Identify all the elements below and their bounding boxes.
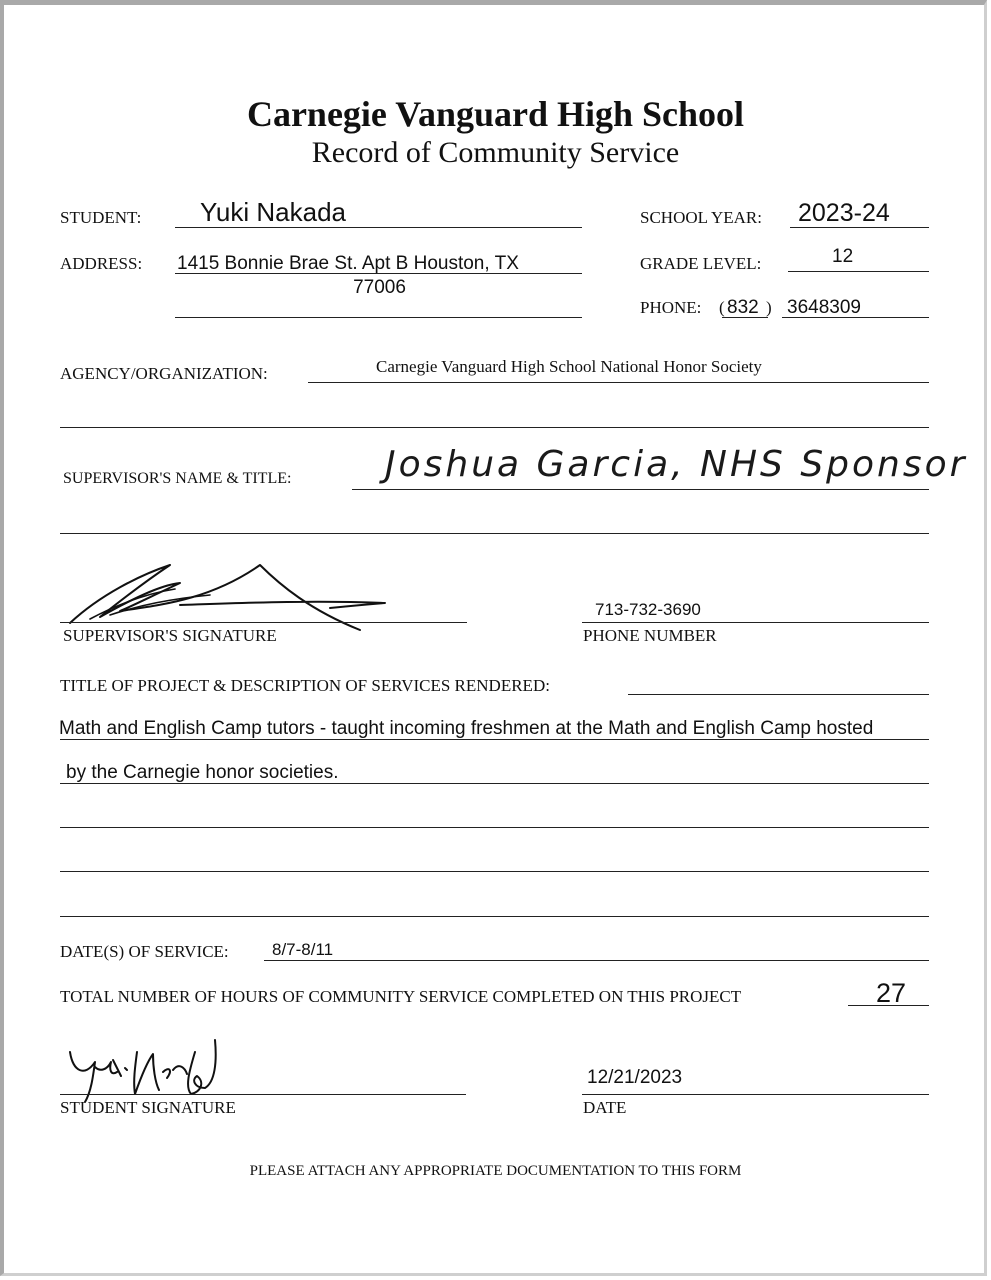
date-line bbox=[582, 1094, 929, 1095]
student-label: STUDENT: bbox=[60, 208, 142, 227]
school-year-label: SCHOOL YEAR: bbox=[640, 208, 762, 227]
supervisor-name-value[interactable]: Joshua Garcia, NHS Sponsor bbox=[385, 444, 968, 485]
supervisor-name-line2 bbox=[60, 533, 929, 534]
dates-of-service-value[interactable]: 8/7-8/11 bbox=[272, 940, 334, 959]
project-title-label: TITLE OF PROJECT & DESCRIPTION OF SERVICES RENDERED: bbox=[60, 676, 550, 695]
student-signature-line bbox=[60, 1094, 466, 1095]
address-line2 bbox=[175, 317, 582, 318]
supervisor-name-line bbox=[352, 489, 929, 490]
agency-value[interactable]: Carnegie Vanguard High School National Honor Society bbox=[376, 357, 762, 376]
school-name: Carnegie Vanguard High School bbox=[246, 94, 745, 134]
phone-area-line bbox=[722, 317, 768, 318]
phone-label: PHONE: bbox=[640, 298, 702, 317]
school-year-line bbox=[790, 227, 929, 228]
description-line2 bbox=[60, 783, 929, 784]
total-hours-line bbox=[848, 1005, 929, 1006]
phone-number-line bbox=[782, 317, 929, 318]
description-line1 bbox=[60, 739, 929, 740]
supervisor-phone-line bbox=[582, 622, 929, 623]
school-year-value[interactable]: 2023-24 bbox=[798, 199, 890, 227]
supervisor-phone-value[interactable]: 713-732-3690 bbox=[595, 600, 701, 619]
phone-area-value[interactable]: 832 bbox=[727, 297, 759, 318]
dates-of-service-label: DATE(S) OF SERVICE: bbox=[60, 942, 229, 961]
phone-number-value[interactable]: 3648309 bbox=[787, 297, 861, 318]
grade-level-value[interactable]: 12 bbox=[832, 246, 854, 267]
agency-line2 bbox=[60, 427, 929, 428]
address-label: ADDRESS: bbox=[60, 254, 143, 273]
address-line1-value[interactable]: 1415 Bonnie Brae St. Apt B Houston, TX bbox=[177, 253, 519, 274]
date-label: DATE bbox=[583, 1098, 627, 1117]
supervisor-signature-image bbox=[60, 555, 400, 635]
address-line1 bbox=[175, 273, 582, 274]
description-line2-value[interactable]: by the Carnegie honor societies. bbox=[66, 762, 339, 783]
supervisor-signature-label: SUPERVISOR'S SIGNATURE bbox=[63, 626, 277, 645]
student-line bbox=[175, 227, 582, 228]
dates-of-service-line bbox=[264, 960, 929, 961]
supervisor-name-label: SUPERVISOR'S NAME & TITLE: bbox=[63, 470, 292, 487]
student-signature-label: STUDENT SIGNATURE bbox=[60, 1098, 236, 1117]
description-line1-value[interactable]: Math and English Camp tutors - taught incoming freshmen at the Math and English Camp hosted bbox=[59, 718, 874, 739]
phone-paren-open: ( bbox=[719, 298, 725, 317]
total-hours-value[interactable]: 27 bbox=[876, 978, 907, 1008]
grade-level-label: GRADE LEVEL: bbox=[640, 254, 762, 273]
description-line3 bbox=[60, 827, 929, 828]
student-name-value[interactable]: Yuki Nakada bbox=[200, 197, 346, 227]
agency-label: AGENCY/ORGANIZATION: bbox=[60, 364, 268, 383]
date-value[interactable]: 12/21/2023 bbox=[587, 1067, 683, 1088]
address-line2-value[interactable]: 77006 bbox=[353, 277, 406, 298]
form-title: Record of Community Service bbox=[311, 136, 680, 169]
total-hours-label: TOTAL NUMBER OF HOURS OF COMMUNITY SERVICE COMPLETED ON THIS PROJECT bbox=[60, 987, 742, 1006]
footer-note: PLEASE ATTACH ANY APPROPRIATE DOCUMENTATION TO THIS FORM bbox=[249, 1163, 742, 1179]
agency-line bbox=[308, 382, 929, 383]
description-line4 bbox=[60, 871, 929, 872]
supervisor-signature-line bbox=[60, 622, 467, 623]
phone-number-label: PHONE NUMBER bbox=[583, 626, 717, 645]
project-title-line bbox=[628, 694, 929, 695]
grade-level-line bbox=[788, 271, 929, 272]
description-line5 bbox=[60, 916, 929, 917]
phone-paren-close: ) bbox=[766, 298, 772, 317]
